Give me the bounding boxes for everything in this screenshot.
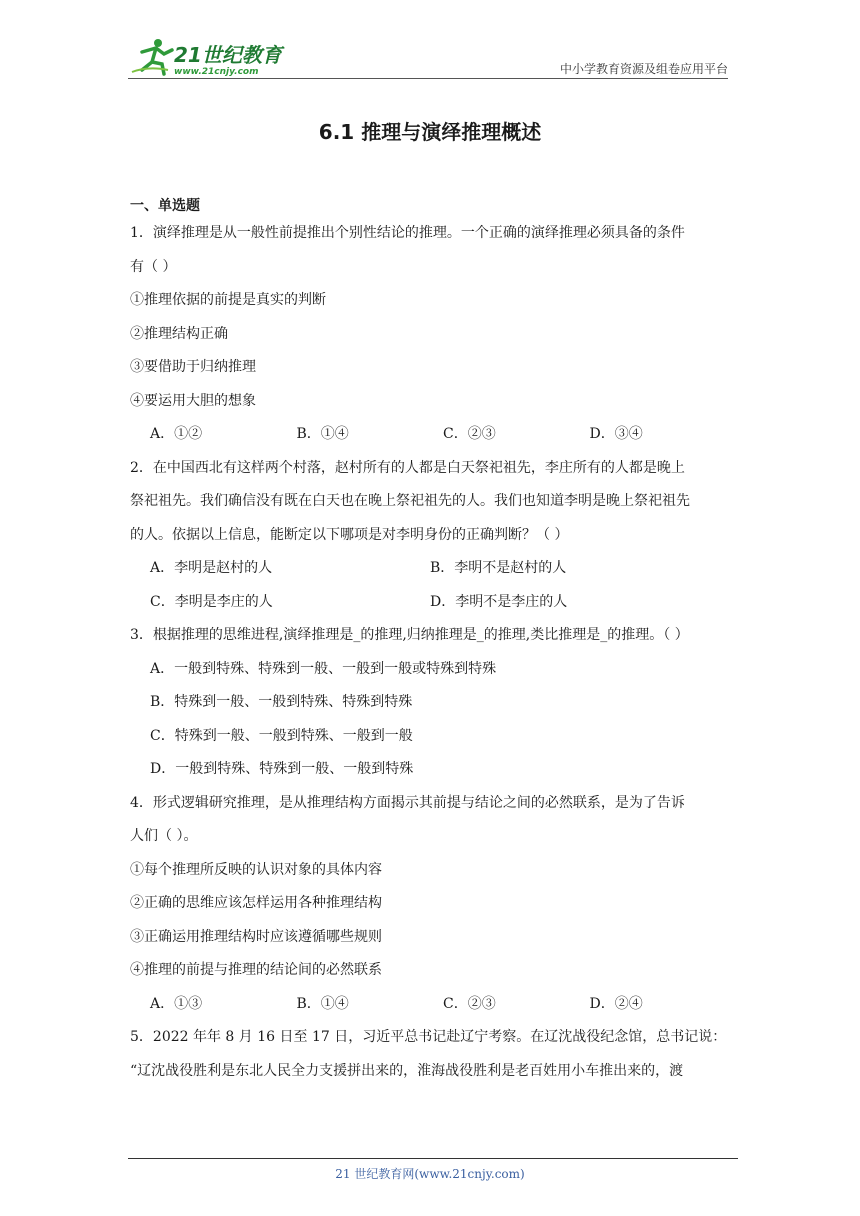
option-a[interactable]: A．一般到特殊、特殊到一般、一般到一般或特殊到特殊	[150, 660, 497, 677]
option-c[interactable]: C．②③	[443, 995, 496, 1012]
footer-divider	[128, 1158, 738, 1159]
option-b[interactable]: B．①④	[296, 995, 349, 1012]
answer-options	[130, 988, 736, 1022]
option-c[interactable]: C．李明是李庄的人	[150, 593, 273, 610]
question-5	[130, 1021, 736, 1088]
statement-item: ①每个推理所反映的认识对象的具体内容	[130, 861, 382, 878]
page-header	[128, 36, 728, 80]
question-1	[130, 217, 736, 452]
option-c[interactable]: C．特殊到一般、一般到特殊、一般到一般	[150, 727, 413, 744]
statement-item: ②正确的思维应该怎样运用各种推理结构	[130, 895, 382, 911]
question-text: 3．根据推理的思维进程,演绎推理是_的推理,归纳推理是_的推理,类比推理是_的推理。（ ）	[130, 627, 689, 643]
page-footer[interactable]: 21 世纪教育网(www.21cnjy.com)	[335, 1167, 525, 1181]
question-text: 有（ ）	[130, 258, 177, 275]
statement-item: ④推理的前提与推理的结论间的必然联系	[130, 962, 382, 978]
question-2	[130, 452, 736, 620]
question-text: 5．2022 年年 8 月 16 日至 17 日，习近平总书记赴辽宁考察。在辽沈战役纪念馆，总书记说：	[130, 1029, 727, 1045]
statement-item: ③正确运用推理结构时应该遵循哪些规则	[130, 928, 382, 945]
question-text: 人们（ ）。	[130, 828, 198, 844]
svg-text:21世纪教育: 21世纪教育	[174, 43, 282, 67]
statement-item: ①推理依据的前提是真实的判断	[130, 292, 326, 308]
header-platform-text: 中小学教育资源及组卷应用平台	[559, 62, 728, 76]
statement-item: ④要运用大胆的想象	[130, 392, 256, 409]
site-logo	[128, 36, 288, 78]
question-text: 4．形式逻辑研究推理，是从推理结构方面揭示其前提与结论之间的必然联系，是为了告诉	[130, 794, 685, 811]
header-divider	[128, 78, 728, 79]
section-heading: 一、单选题	[130, 198, 200, 214]
question-text: 2．在中国西北有这样两个村落，赵村所有的人都是白天祭祀祖先，李庄所有的人都是晚上	[130, 459, 685, 476]
option-a[interactable]: A．①②	[150, 426, 203, 442]
answer-options	[130, 586, 736, 620]
statement-item: ③要借助于归纳推理	[130, 359, 256, 375]
option-b[interactable]: B．李明不是赵村的人	[430, 560, 567, 576]
answer-options	[130, 418, 736, 452]
question-list	[130, 195, 736, 1088]
option-b[interactable]: B．特殊到一般、一般到特殊、特殊到特殊	[150, 694, 413, 710]
question-text: 祭祀祖先。我们确信没有既在白天也在晚上祭祀祖先的人。我们也知道李明是晚上祭祀祖先	[130, 493, 690, 509]
option-b[interactable]: B．①④	[296, 426, 349, 442]
page-title: 6.1 推理与演绎推理概述	[318, 120, 542, 144]
option-d[interactable]: D．②④	[589, 995, 643, 1012]
option-d[interactable]: D．一般到特殊、特殊到一般、一般到特殊	[150, 761, 414, 777]
statement-item: ②推理结构正确	[130, 325, 228, 342]
option-a[interactable]: A．李明是赵村的人	[150, 560, 273, 576]
svg-text:www.21cnjy.com: www.21cnjy.com	[174, 67, 259, 77]
question-4	[130, 787, 736, 1022]
answer-options	[130, 552, 736, 586]
option-d[interactable]: D．③④	[589, 426, 643, 442]
question-text: 1．演绎推理是从一般性前提推出个别性结论的推理。一个正确的演绎推理必须具备的条件	[130, 225, 685, 241]
question-text: “辽沈战役胜利是东北人民全力支援拼出来的，淮海战役胜利是老百姓用小车推出来的，渡	[130, 1062, 684, 1079]
question-text: 的人。依据以上信息，能断定以下哪项是对李明身份的正确判断？（ ）	[130, 526, 569, 543]
option-a[interactable]: A．①③	[150, 995, 203, 1012]
question-3	[130, 619, 736, 787]
option-c[interactable]: C．②③	[443, 426, 496, 442]
option-d[interactable]: D．李明不是李庄的人	[430, 593, 568, 610]
